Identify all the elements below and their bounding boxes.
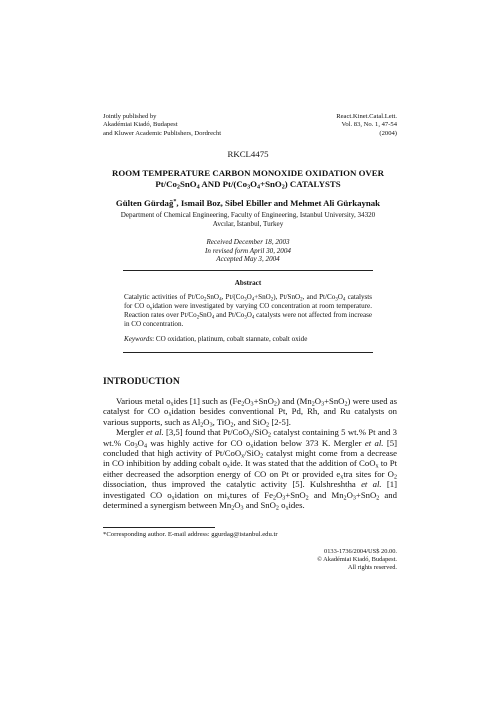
section-heading: INTRODUCTION (103, 376, 180, 387)
keywords-text: : CO oxidation, platinum, cobalt stannate, cobalt oxide (152, 335, 308, 343)
accepted-date: Accepted May 3, 2004 (216, 255, 280, 264)
abstract-text: Catalytic activities of $Pt/Co_2SnO_4$, $Pt/(Co_3O_4+SnO_2)$, Pt/SnO$_2$, and $Pt/Co_3O_4$ catalysts for CO $o_xidation$ were investigated by varying CO concentration at room temperature. Reaction rates over $Pt/Co_2SnO_4$ and $Pt/Co_3O_4$ catalysts were not affected from increase in CO concentration. (124, 293, 373, 328)
footnote: *Corresponding author. E-mail address: ggurdag@istanbul.edu.tr (103, 531, 278, 538)
title-line-2: $Pt/Co_2SnO_4$ AND $Pt/(Co_3O_4+SnO_2)$ CATALYSTS (155, 179, 341, 191)
journal-name: React.Kinet.Catal.Lett. (336, 113, 397, 120)
body-text (103, 396, 397, 510)
publisher-line-1: Jointly published by (103, 113, 157, 120)
divider-bottom (123, 352, 373, 353)
rights-line: All rights reserved. (347, 564, 397, 572)
publisher-info (103, 113, 221, 138)
journal-year: (2004) (379, 129, 397, 137)
publisher-line-2: Akadémiai Kiadó, Budapest (103, 121, 178, 129)
journal-volume: Vol. 83, No. 1, 47-54 (341, 121, 397, 129)
article-code: RKCL4475 (227, 149, 269, 159)
affiliation (106, 211, 390, 229)
paper-title (96, 168, 400, 190)
journal-citation (336, 113, 397, 138)
keywords (124, 335, 374, 343)
issn-line: 0133-1736/2004/US$ 20.00. (324, 548, 397, 555)
affiliation-line-1: Department of Chemical Engineering, Faculty of Engineering, Istanbul University, 34320 (120, 211, 376, 219)
footnote-rule (103, 527, 215, 528)
publisher-line-3: and Kluwer Academic Publishers, Dordrecht (103, 129, 222, 137)
affiliation-line-2: Avcılar, İstanbul, Turkey (212, 220, 284, 228)
abstract-heading: Abstract (234, 279, 262, 287)
received-date: Received December 18, 2003 (206, 238, 290, 246)
copyright-line: © Akadémiai Kiadó, Budapest. (317, 556, 397, 564)
submission-dates (96, 238, 400, 264)
paragraph-2: Mergler et al. [3,5] found that Pt/CoO$_x$/SiO$_2$ catalyst containing 5 wt.% Pt and 3 wt.% $Co_3O_4$ was highly active for CO $o_xidation$ below 373 K. Mergler et al. [5] concluded that high activity of Pt/CoO$_x$/SiO$_2$ catalyst might come from a decrease in CO inhibition by adding cobalt $o_xide$. It was stated that the addition of CoO$_x$ to Pt either decreased the adsorption energy of CO on Pt or provided $e_xtra$ sites for $O_2$ dissociation, thus improved the catalytic activity [5]. Kulshreshtha et al. [1] investigated CO $o_xidation$ on $mi_xtures$ of $Fe_2O_3+SnO_2$ and $Mn_2O_3+SnO_2$ and determined a synergism between $Mn_2O_3$ and SnO$_2$ $o_xides$. (103, 427, 398, 512)
copyright-info (317, 548, 397, 573)
divider-top (123, 270, 373, 271)
keywords-label: Keywords (124, 335, 153, 343)
author-list: Gülten Gürdağ*, Ismail Boz, Sibel Ebiller and Mehmet Ali Gürkaynak (115, 198, 381, 208)
title-line-1: ROOM TEMPERATURE CARBON MONOXIDE OXIDATION OVER (112, 168, 384, 178)
paragraph-1: Various metal $o_xides$ [1] such as $(Fe_2O_3+SnO_2)$ and $(Mn_2O_3+SnO_2)$ were used as catalyst for CO $o_xidation$ besides conventional Pt, Pd, Rh, and Ru catalysts on various supports, such as $Al_2O_3$, TiO$_2$, and SiO$_2$ [2-5]. (103, 396, 397, 429)
revised-date: In revised form April 30, 2004 (205, 246, 291, 255)
